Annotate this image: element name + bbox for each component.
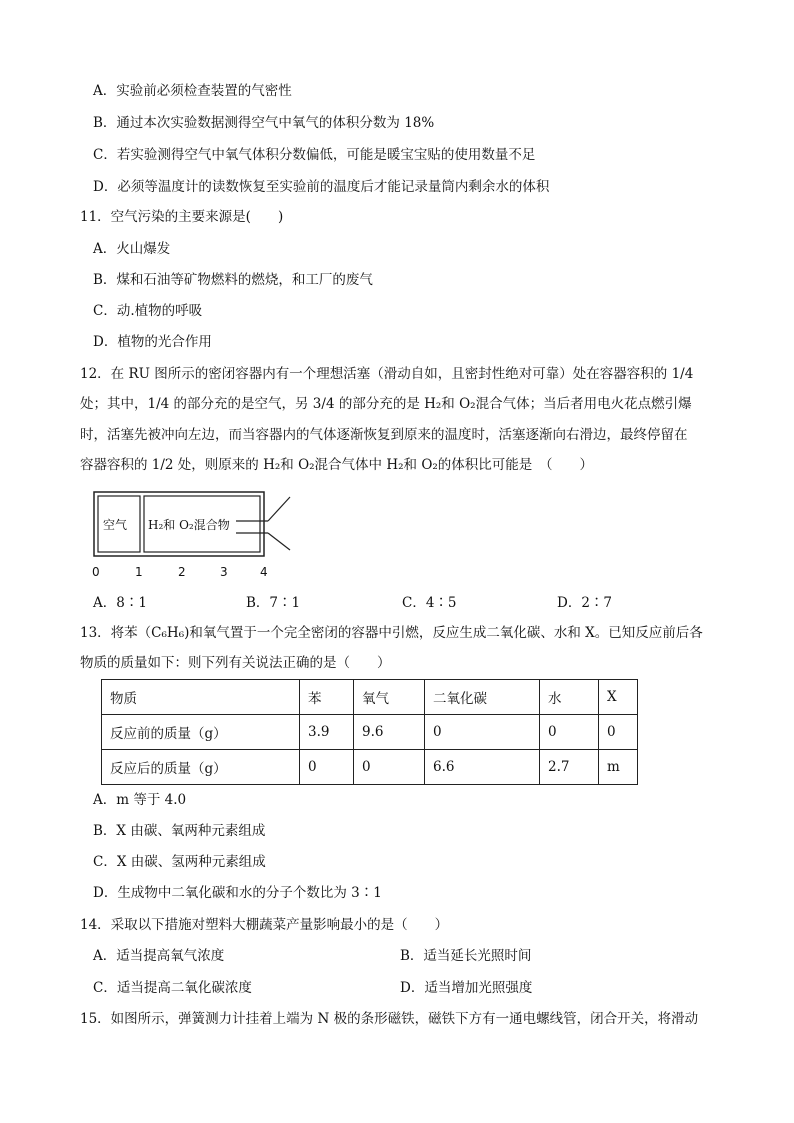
table-cell: 3.9: [300, 715, 354, 750]
table-header-row: [102, 680, 638, 715]
q14-stem: 14．采取以下措施对塑料大棚蔬菜产量影响最小的是（ ）: [80, 917, 449, 933]
q13-option-d: D．生成物中二氧化碳和水的分子个数比为 3∶1: [93, 885, 382, 901]
air-label: 空气: [103, 518, 128, 532]
q14-option-d: D．适当增加光照强度: [400, 980, 533, 996]
table-cell: 6.6: [425, 750, 540, 785]
q12-stem-line1: 12．在 RU 图所示的密闭容器内有一个理想活塞（滑动自如，且密封性绝对可靠）处在容器容积的 1/4: [80, 366, 694, 382]
table-cell: 反应前的质量（g）: [102, 715, 300, 750]
q13-stem-line1: 13．将苯（C₆H₆)和氧气置于一个完全密闭的容器中引燃，反应生成二氧化碳、水和 X。已知反应前后各: [80, 625, 703, 641]
table-cell: 0: [540, 715, 599, 750]
q12-stem-line4: 容器容积的 1/2 处，则原来的 H₂和 O₂混合气体中 H₂和 O₂的体积比可能是 （ ）: [80, 457, 594, 473]
table-cell: 0: [354, 750, 425, 785]
q13-stem-line2: 物质的质量如下：则下列有关说法正确的是（ ）: [80, 655, 391, 671]
table-header-cell: 氧气: [354, 680, 425, 715]
table-row: [102, 750, 638, 785]
q12-option-b: B．7∶1: [246, 595, 301, 611]
wire-lower: [268, 533, 290, 550]
q14-option-b: B．适当延长光照时间: [400, 948, 532, 964]
scale-4: 4: [260, 565, 268, 579]
table-cell: m: [599, 750, 638, 785]
table-cell: 2.7: [540, 750, 599, 785]
q12-stem-line2: 处；其中，1/4 的部分充的是空气，另 3/4 的部分充的是 H₂和 O₂混合气体；当后者用电火花点燃引爆: [80, 396, 692, 412]
q11-option-a: A．火山爆发: [93, 241, 171, 257]
table-cell: 0: [300, 750, 354, 785]
q15-stem-line1: 15．如图所示，弹簧测力计挂着上端为 N 极的条形磁铁，磁铁下方有一通电螺线管，闭合开关，将滑动: [80, 1011, 699, 1027]
wire-upper: [268, 497, 290, 521]
table-header-cell: X: [599, 680, 638, 715]
q12-option-c: C．4∶5: [402, 595, 457, 611]
table-row: [102, 715, 638, 750]
q13-option-c: C．X 由碳、氢两种元素组成: [93, 854, 266, 870]
q10-option-d: D．必须等温度计的读数恢复至实验前的温度后才能记录量筒内剩余水的体积: [93, 179, 550, 195]
table-header-cell: 水: [540, 680, 599, 715]
q14-option-a: A．适当提高氧气浓度: [93, 948, 225, 964]
table-header-cell: 苯: [300, 680, 354, 715]
table-header-cell: 二氧化碳: [425, 680, 540, 715]
mass-table: [101, 679, 638, 785]
q10-option-c: C．若实验测得空气中氧气体积分数偏低，可能是暖宝宝贴的使用数量不足: [93, 147, 536, 163]
q12-option-d: D．2∶7: [557, 595, 613, 611]
table-cell: 0: [599, 715, 638, 750]
q13-option-b: B．X 由碳、氧两种元素组成: [93, 823, 266, 839]
q14-option-c: C．适当提高二氧化碳浓度: [93, 980, 252, 996]
scale-2: 2: [178, 565, 186, 579]
q13-option-a: A．m 等于 4.0: [93, 792, 187, 808]
table-cell: 反应后的质量（g）: [102, 750, 300, 785]
q10-option-b: B．通过本次实验数据测得空气中氧气的体积分数为 18%: [93, 115, 435, 131]
table-cell: 9.6: [354, 715, 425, 750]
gas-label: H₂和 O₂混合物: [148, 518, 230, 532]
q12-option-a: A．8∶1: [93, 595, 147, 611]
q12-stem-line3: 时，活塞先被冲向左边，而当容器内的气体逐渐恢复到原来的温度时，活塞逐渐向右滑边，最终停留在: [80, 427, 688, 443]
scale-0: 0: [92, 565, 100, 579]
scale-1: 1: [135, 565, 143, 579]
container-diagram: [90, 488, 300, 580]
q11-option-b: B．煤和石油等矿物燃料的燃烧，和工厂的废气: [93, 272, 373, 288]
q10-option-a: A．实验前必须检查装置的气密性: [93, 83, 292, 99]
q11-option-c: C．动.植物的呼吸: [93, 303, 203, 319]
scale-3: 3: [220, 565, 228, 579]
q11-option-d: D．植物的光合作用: [93, 334, 212, 350]
table-cell: 0: [425, 715, 540, 750]
table-header-cell: 物质: [102, 680, 300, 715]
q11-stem: 11．空气污染的主要来源是( ): [80, 209, 284, 225]
